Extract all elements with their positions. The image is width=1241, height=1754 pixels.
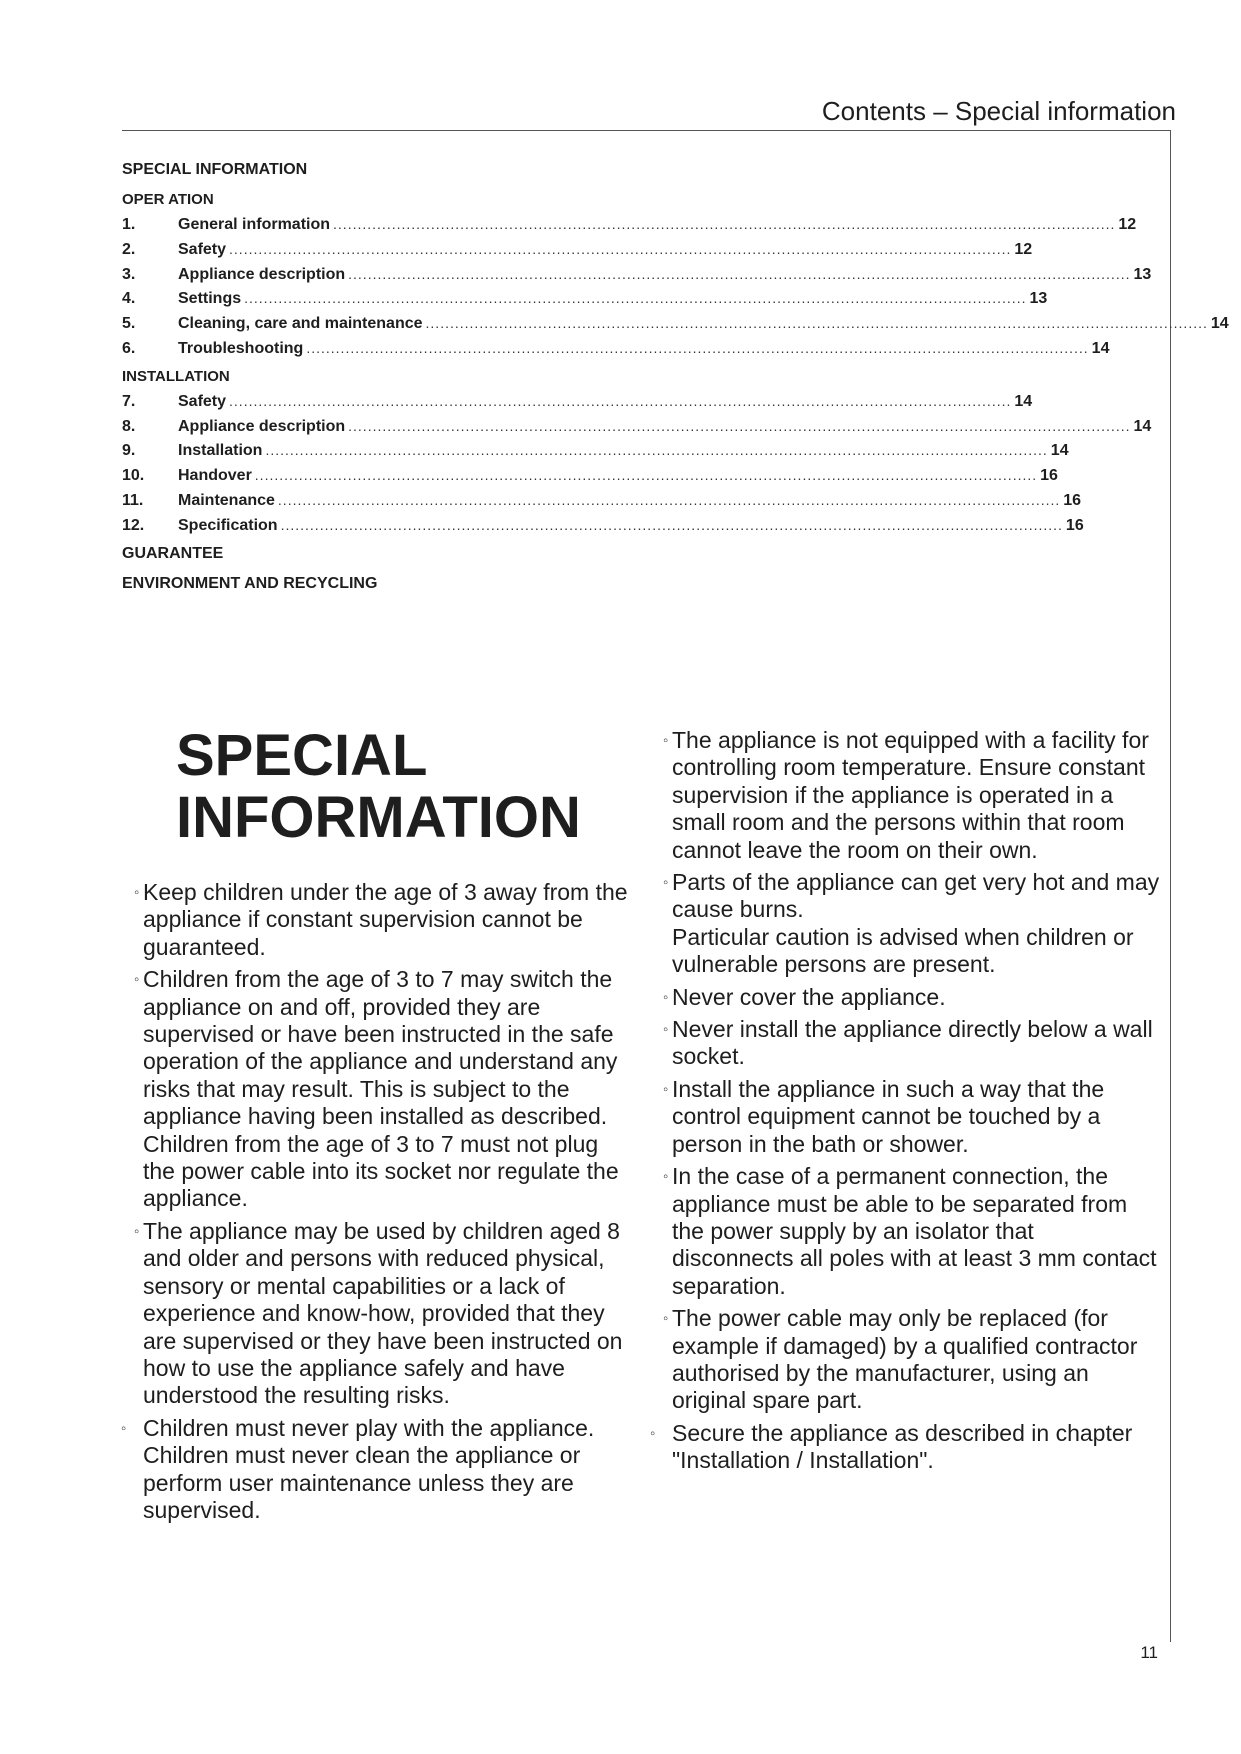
toc-entry-number: 11.	[122, 491, 144, 509]
toc-entry-page: 12	[1118, 216, 1137, 233]
toc-entry-title: Troubleshooting	[178, 339, 304, 357]
toc-entry-title: Safety	[178, 392, 227, 410]
safety-note-text: Children from the age of 3 to 7 may switch the appliance on and off, provided they are supervised or have been instructed in the safe operation of the appliance and understand any risks that may result. This is subject to the appliance having been installed as described. Children from the age of 3 to 7 must not plug the power cable into its socket nor regulate the appliance.	[143, 966, 619, 1212]
toc-entry-page: 16	[1040, 467, 1058, 485]
toc-operation-list	[122, 212, 1229, 361]
toc-entry[interactable]	[122, 414, 1152, 439]
safety-note	[663, 1075, 1160, 1158]
safety-note-text: Parts of the appliance can get very hot and may cause burns. Particular caution is advised when children or vulnerable persons are present.	[672, 869, 1160, 978]
safety-note	[663, 727, 1160, 864]
margin-rule	[1170, 130, 1171, 1642]
toc-entry-number: 3.	[122, 265, 136, 283]
safety-note-text: The appliance is not equipped with a facility for controlling room temperature. Ensure constant supervision if the appliance is operated in a small room and the persons within that room cannot leave the room on their own.	[672, 727, 1149, 863]
toc-leader-dots: ................................................................................................................................................................	[348, 265, 1131, 282]
toc-entry[interactable]	[122, 311, 1229, 336]
safety-note-text: Secure the appliance as described in chapter "Installation / Installation".	[672, 1419, 1133, 1474]
toc-entry-title: General information	[178, 216, 331, 233]
safety-note-text: Never cover the appliance.	[672, 983, 946, 1010]
page-header-title: Contents – Special information	[821, 96, 1176, 126]
toc-entry[interactable]	[122, 513, 1084, 538]
toc-leader-dots: ................................................................................................................................................................	[425, 315, 1208, 332]
safety-note-text: Install the appliance in such a way that the control equipment cannot be touched by a person in the bath or shower.	[672, 1075, 1105, 1157]
toc-entry-number: 1.	[122, 216, 136, 233]
safety-note	[134, 966, 633, 1213]
toc-entry-title: Maintenance	[178, 491, 275, 509]
safety-note	[121, 1414, 633, 1525]
bullet-icon: ◦	[134, 971, 140, 989]
bullet-icon: ◦	[663, 732, 669, 749]
toc-entry-page: 14	[1091, 339, 1110, 357]
bullet-icon: ◦	[663, 874, 669, 892]
toc-guarantee[interactable]: GUARANTEE	[122, 544, 224, 562]
bullet-icon: ◦	[134, 1222, 140, 1240]
toc-entry[interactable]	[122, 237, 1033, 262]
toc-entry-page: 12	[1014, 240, 1033, 258]
toc-entry-number: 5.	[122, 315, 136, 333]
toc-environment[interactable]: ENVIRONMENT AND RECYCLING	[122, 574, 378, 592]
toc-leader-dots: ................................................................................................................................................................	[244, 290, 1027, 307]
section-heading-line-2: INFORMATION	[176, 785, 581, 850]
section-heading	[176, 725, 581, 849]
bullet-icon: ◦	[663, 988, 669, 1006]
safety-note	[663, 1305, 1160, 1415]
safety-note	[663, 1163, 1160, 1300]
toc-entry-number: 7.	[122, 392, 136, 410]
header-divider	[122, 130, 1171, 131]
toc-leader-dots: ................................................................................................................................................................	[306, 339, 1089, 356]
bullet-icon: ◦	[663, 1080, 669, 1098]
bullet-icon: ◦	[650, 1424, 656, 1442]
safety-note	[134, 879, 633, 961]
toc-entry-number: 6.	[122, 339, 136, 357]
toc-entry[interactable]	[122, 286, 1048, 311]
toc-installation-list	[122, 389, 1152, 538]
toc-entry-page: 16	[1063, 491, 1082, 509]
bullet-icon: ◦	[134, 884, 140, 901]
toc-entry[interactable]	[122, 463, 1058, 488]
toc-entry[interactable]	[122, 336, 1110, 361]
bullet-icon: ◦	[663, 1168, 669, 1186]
toc-entry-number: 4.	[122, 290, 136, 308]
toc-entry-page: 14	[1133, 417, 1152, 435]
toc-entry-title: Safety	[178, 240, 227, 258]
table-of-contents	[122, 158, 1229, 602]
bullet-icon: ◦	[121, 1419, 127, 1437]
safety-note-text: The appliance may be used by children aged 8 and older and persons with reduced physical, sensory or mental capabilities or a lack of experience and know-how, provided that they are supervised or they have been instructed on how to use the appliance safely and have understood the resulting risks.	[143, 1217, 623, 1409]
toc-heading: SPECIAL INFORMATION	[122, 161, 308, 178]
toc-entry-number: 9.	[122, 442, 136, 460]
safety-note	[663, 1016, 1160, 1071]
toc-entry-page: 16	[1065, 516, 1084, 534]
toc-entry[interactable]	[122, 212, 1137, 237]
toc-leader-dots: ................................................................................................................................................................	[265, 442, 1048, 459]
toc-entry-page: 13	[1029, 290, 1048, 308]
safety-note	[663, 869, 1160, 979]
toc-entry-number: 8.	[122, 417, 136, 435]
toc-entry-title: Specification	[178, 516, 278, 534]
toc-entry-number: 2.	[122, 240, 136, 258]
toc-section-operation: OPER ATION	[122, 191, 214, 208]
section-heading-line-1: SPECIAL	[176, 723, 428, 788]
toc-entry-page: 13	[1133, 265, 1152, 283]
safety-note	[650, 1419, 1160, 1475]
toc-leader-dots: ................................................................................................................................................................	[280, 516, 1063, 533]
page-number: 11	[1140, 1643, 1158, 1662]
toc-leader-dots: ................................................................................................................................................................	[277, 491, 1061, 508]
toc-entry-title: Cleaning, care and maintenance	[178, 315, 423, 333]
toc-entry-title: Appliance description	[178, 265, 346, 283]
toc-entry-title: Handover	[178, 467, 252, 485]
toc-entry-title: Settings	[178, 290, 242, 308]
toc-leader-dots: ................................................................................................................................................................	[229, 240, 1012, 257]
toc-entry[interactable]	[122, 488, 1082, 513]
toc-entry[interactable]	[122, 262, 1152, 287]
toc-leader-dots: ................................................................................................................................................................	[333, 216, 1116, 232]
bullet-icon: ◦	[663, 1021, 669, 1039]
toc-entry[interactable]	[122, 389, 1033, 414]
toc-leader-dots: ................................................................................................................................................................	[229, 392, 1012, 409]
safety-note-text: In the case of a permanent connection, the appliance must be able to be separated from the power supply by an isolator that disconnects all poles with at least 3 mm contact separation.	[672, 1163, 1157, 1299]
safety-note-text: Never install the appliance directly below a wall socket.	[672, 1016, 1153, 1070]
toc-entry-number: 12.	[122, 516, 145, 534]
safety-note	[134, 1217, 633, 1410]
safety-note-text: Keep children under the age of 3 away from the appliance if constant supervision cannot be guaranteed.	[143, 879, 628, 960]
right-column	[650, 727, 1160, 1480]
toc-leader-dots: ................................................................................................................................................................	[348, 417, 1131, 434]
toc-section-installation: INSTALLATION	[122, 367, 230, 385]
safety-note-text: The power cable may only be replaced (for example if damaged) by a qualified contractor authorised by the manufacturer, using an original spare part.	[672, 1305, 1138, 1414]
toc-entry-page: 14	[1050, 442, 1069, 460]
toc-leader-dots: ................................................................................................................................................................	[254, 467, 1038, 484]
safety-note	[663, 983, 1160, 1011]
toc-entry-page: 14	[1014, 392, 1033, 410]
safety-note-text: Children must never play with the appliance. Children must never clean the appliance or perform user maintenance unless they are supervised.	[143, 1414, 595, 1523]
toc-entry-title: Installation	[178, 442, 263, 460]
left-column	[121, 879, 633, 1529]
toc-entry[interactable]	[122, 438, 1069, 463]
bullet-icon: ◦	[663, 1310, 669, 1328]
toc-entry-number: 10.	[122, 467, 145, 485]
toc-entry-title: Appliance description	[178, 417, 346, 435]
toc-entry-page: 14	[1210, 315, 1229, 333]
